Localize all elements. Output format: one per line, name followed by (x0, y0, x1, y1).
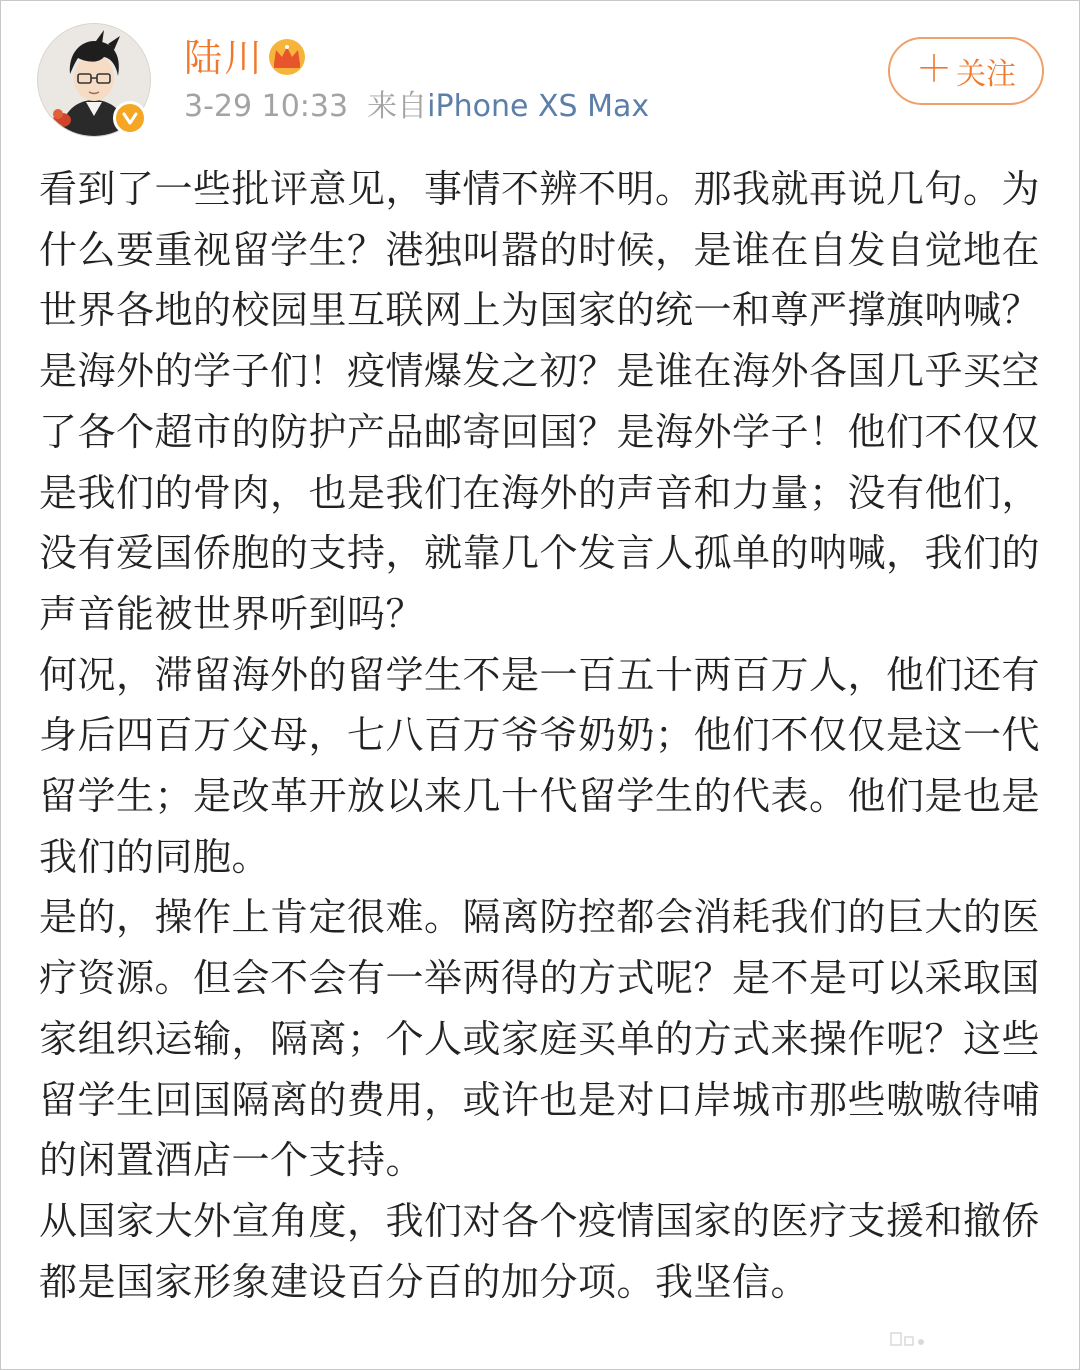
source-prefix: 来自 (367, 89, 428, 124)
post-paragraph: 是的，操作上肯定很难。隔离防控都会消耗我们的巨大的医疗资源。但会不会有一举两得的方式呢？是不是可以采取国家组织运输，隔离；个人或家庭买单的方式来操作呢？这些留学生回国隔离的费用，或许也是对口岸城市那些嗷嗷待哺的闲置酒店一个支持。 (39, 895, 1041, 1183)
post-time: 3-29 10:33 (184, 89, 349, 124)
plus-icon: ＋ (915, 48, 952, 90)
post-paragraph: 何况，滞留海外的留学生不是一百五十两百万人，他们还有身后四百万父母，七八百万爷爷奶奶；他们不仅仅是这一代留学生；是改革开放以来几十代留学生的代表。他们是也是我们的同胞。 (39, 652, 1041, 879)
follow-button[interactable] (888, 37, 1044, 105)
follow-label: 关注 (956, 57, 1016, 92)
author-name[interactable]: 陆川 (184, 36, 265, 80)
watermark-icon (889, 1327, 929, 1351)
post-meta (184, 87, 649, 127)
crown-icon (265, 37, 309, 77)
post-content (39, 159, 1043, 1312)
verified-badge-icon (113, 101, 147, 135)
post-paragraph: 从国家大外宣角度，我们对各个疫情国家的医疗支援和撤侨都是国家形象建设百分百的加分项。我坚信。 (39, 1198, 1041, 1304)
source-device-link[interactable]: iPhone XS Max (427, 89, 650, 124)
post-paragraph: 看到了一些批评意见，事情不辨不明。那我就再说几句。为什么要重视留学生？港独叫嚣的时候，是谁在自发自觉地在世界各地的校园里互联网上为国家的统一和尊严撑旗呐喊？是海外的学子们！疫情爆发之初？是谁在海外各国几乎买空了各个超市的防护产品邮寄回国？是海外学子！他们不仅仅是我们的骨肉，也是我们在海外的声音和力量；没有他们，没有爱国侨胞的支持，就靠几个发言人孤单的呐喊，我们的声音能被世界听到吗？ (39, 167, 1041, 636)
